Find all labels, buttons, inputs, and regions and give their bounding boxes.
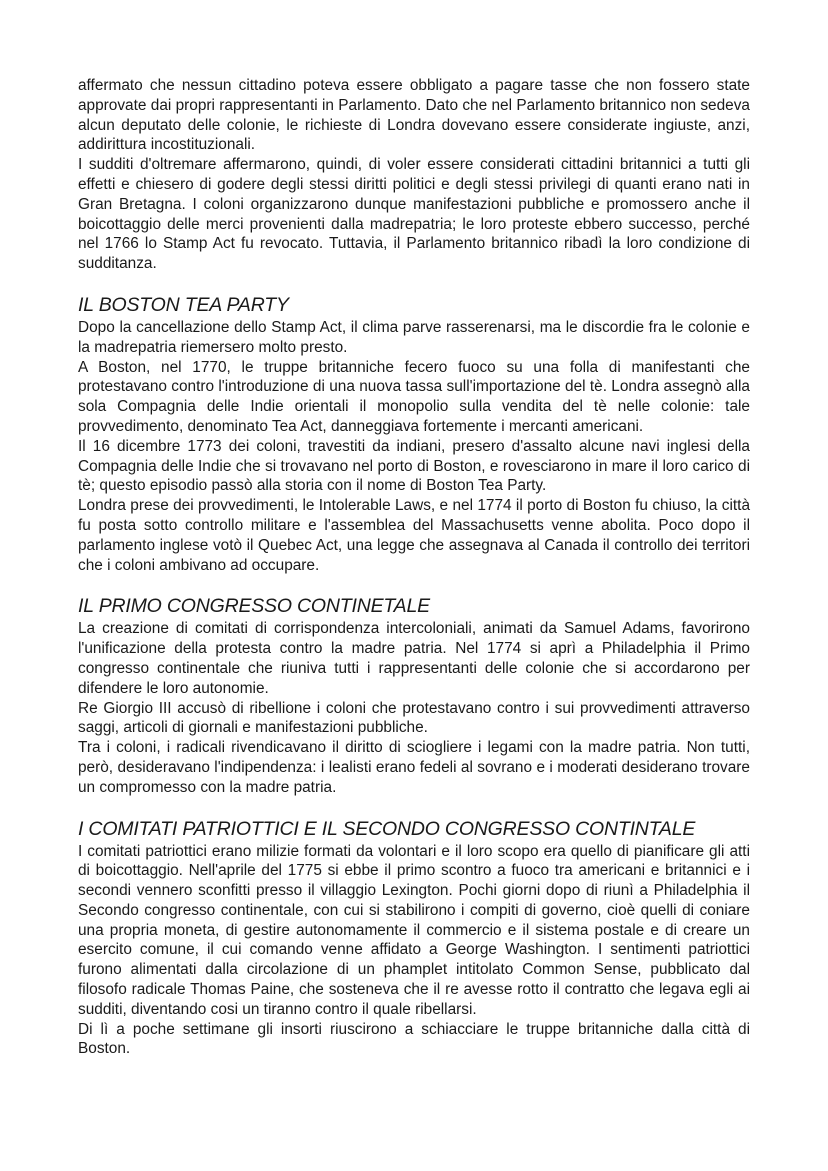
section-primo-congresso xyxy=(78,595,750,797)
section-paragraph: Londra prese dei provvedimenti, le Intolerable Laws, e nel 1774 il porto di Boston fu chiuso, la città fu posta sotto controllo militare e l'assemblea del Massachusetts venne abolita. Poco dopo il parlamento inglese votò il Quebec Act, una legge che assegnava al Canada il controllo dei territori che i coloni ambivano ad occupare. xyxy=(78,497,750,574)
section-heading: IL PRIMO CONGRESSO CONTINETALE xyxy=(78,595,430,618)
section-paragraph: Di lì a poche settimane gli insorti riuscirono a schiacciare le truppe britanniche dalla città di Boston. xyxy=(78,1020,750,1058)
section-paragraph: A Boston, nel 1770, le truppe britanniche fecero fuoco su una folla di manifestanti che protestavano contro l'introduzione di una nuova tassa sull'importazione del tè. Londra assegnò alla sola Compagnia delle Indie orientali il monopolio sulla vendita del tè nelle colonie: tale provvedimento, denominato Tea Act, danneggiava fortemente i mercanti americani. xyxy=(78,358,750,435)
section-heading: IL BOSTON TEA PARTY xyxy=(78,293,289,316)
intro-paragraph-1: affermato che nessun cittadino poteva essere obbligato a pagare tasse che non fossero state approvate dai propri rappresentanti in Parlamento. Dato che nel Parlamento britannico non sedeva alcun deputato delle colonie, le richieste di Londra dovevano essere considerate ingiuste, anzi, addirittura incostituzionali. xyxy=(78,77,750,154)
section-paragraph: Dopo la cancellazione dello Stamp Act, il clima parve rasserenarsi, ma le discordie fra le colonie e la madrepatria riemersero molto presto. xyxy=(78,318,750,356)
section-comitati-patriottici xyxy=(78,818,750,1060)
section-paragraph: La creazione di comitati di corrispondenza intercoloniali, animati da Samuel Adams, favorirono l'unificazione della protesta contro la madre patria. Nel 1774 si aprì a Philadelphia il Primo congresso continentale che riuniva tutti i rappresentanti delle colonie che si accordarono per difendere le loro autonomie. xyxy=(78,620,750,697)
section-heading: I COMITATI PATRIOTTICI E IL SECONDO CONGRESSO CONTINTALE xyxy=(78,817,696,840)
section-paragraph: I comitati patriottici erano milizie formati da volontari e il loro scopo era quello di pianificare gli atti di boicottaggio. Nell'aprile del 1775 si ebbe il primo scontro a fuoco tra americani e britannici e i secondi vennero sconfitti presso il villaggio Lexington. Pochi giorni dopo di riunì a Philadelphia il Secondo congresso continentale, con cui si stabilirono i compiti di governo, cioè quelli di coniare una propria moneta, di gestire autonomamente il commercio e il sistema postale e di creare un esercito comune, il cui comando venne affidato a George Washington. I sentimenti patriottici furono alimentati dalla circolazione di un phamplet intitolato Common Sense, pubblicato dal filosofo radicale Thomas Paine, che sosteneva che il re avesse rotto il contratto che legava egli ai sudditi, diventando cosi un tiranno contro il quale ribellarsi. xyxy=(78,842,750,1018)
intro-section xyxy=(78,76,750,274)
intro-paragraph-2: I sudditi d'oltremare affermarono, quindi, di voler essere considerati cittadini britannici a tutti gli effetti e chiesero di godere degli stessi diritti politici e degli stessi privilegi di quanti erano nati in Gran Bretagna. I coloni organizzarono dunque manifestazioni pubbliche e promossero anche il boicottaggio delle merci provenienti dalla madrepatria; le loro proteste ebbero successo, perché nel 1766 lo Stamp Act fu revocato. Tuttavia, il Parlamento britannico ribadì la loro condizione di sudditanza. xyxy=(78,156,750,273)
section-boston-tea-party xyxy=(78,294,750,575)
section-paragraph: Re Giorgio III accusò di ribellione i coloni che protestavano contro i sui provvedimenti attraverso saggi, articoli di giornali e manifestazioni pubbliche. xyxy=(78,699,750,737)
section-paragraph: Tra i coloni, i radicali rivendicavano il diritto di sciogliere i legami con la madre patria. Non tutti, però, desideravano l'indipendenza: i lealisti erano fedeli al sovrano e i moderati desiderano trovare un compromesso con la madre patria. xyxy=(78,739,750,796)
section-paragraph: Il 16 dicembre 1773 dei coloni, travestiti da indiani, presero d'assalto alcune navi inglesi della Compagnia delle Indie che si trovavano nel porto di Boston, e rovesciarono in mare il loro carico di tè; questo episodio passò alla storia con il nome di Boston Tea Party. xyxy=(78,437,750,495)
